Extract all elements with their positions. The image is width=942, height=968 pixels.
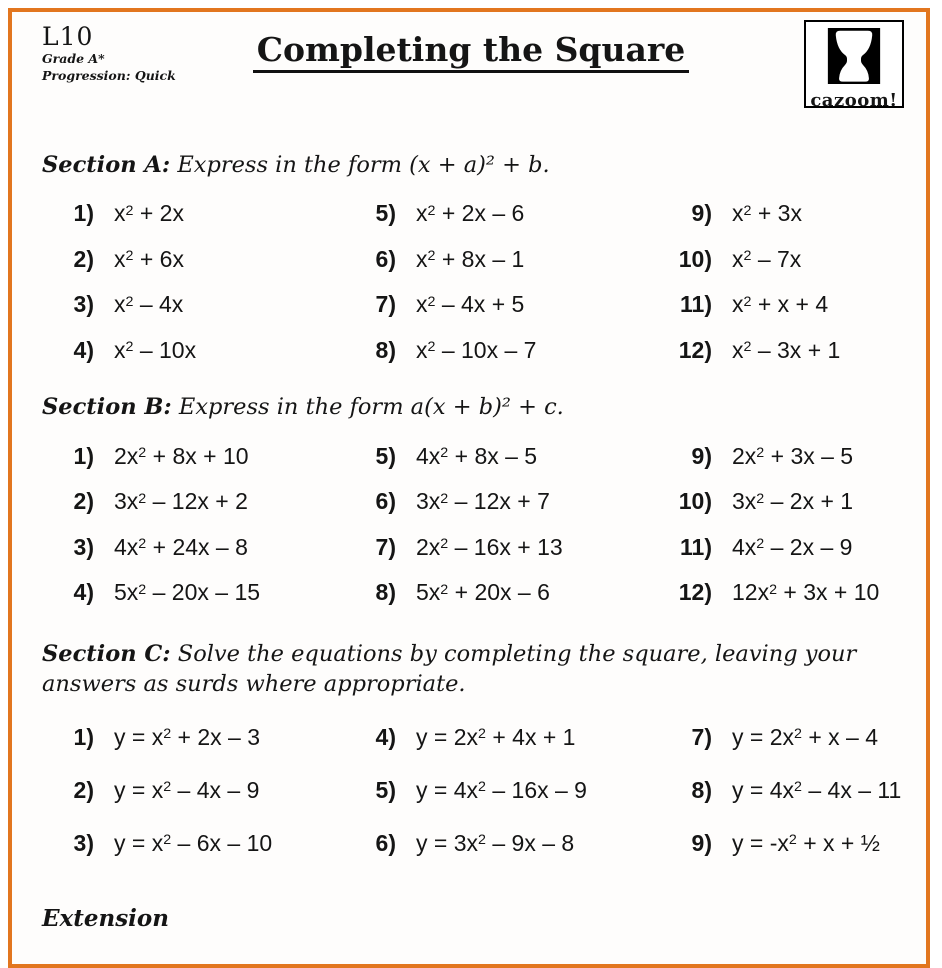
problem xyxy=(46,443,348,489)
problem-expression: $2x^2 - 16x + 13$ xyxy=(416,533,563,560)
problem xyxy=(348,443,664,489)
problem-number: 10) xyxy=(678,488,712,515)
problem xyxy=(664,724,904,777)
problem xyxy=(348,724,664,777)
problem-number: 8) xyxy=(375,579,396,606)
problem-number: 1) xyxy=(73,442,94,469)
problem-number: 12) xyxy=(678,579,712,606)
problem xyxy=(46,337,348,383)
problem-expression: $y = 4x^2 - 4x - 11$ xyxy=(732,776,902,803)
page-title: Completing the Square xyxy=(253,30,690,73)
problem-expression: $x^2 - 10x - 7$ xyxy=(416,336,537,363)
problem-number: 2) xyxy=(73,245,94,272)
problem xyxy=(46,200,348,246)
problem-number: 5) xyxy=(375,776,396,803)
problem-expression: $3x^2 - 12x + 7$ xyxy=(416,488,550,515)
problem-number: 4) xyxy=(375,723,396,750)
problem-expression: $y = 4x^2 - 16x - 9$ xyxy=(416,776,587,803)
problem-number: 3) xyxy=(73,533,94,560)
level-code: L10 xyxy=(42,22,94,51)
problem-expression: $x^2 + 8x - 1$ xyxy=(416,245,525,272)
problem-number: 5) xyxy=(375,200,396,227)
problem-expression: $x^2 - 10x$ xyxy=(114,336,197,363)
problem-expression: $12x^2 + 3x + 10$ xyxy=(732,579,880,606)
problem xyxy=(664,337,904,383)
problem xyxy=(664,200,904,246)
problem xyxy=(664,488,904,534)
section-c-instruction: Solve the equations by completing the square, leaving your answers as surds where appropriate. xyxy=(42,640,857,698)
logo-text: cazoom! xyxy=(810,90,898,111)
problem-number: 6) xyxy=(375,245,396,272)
problem-number: 6) xyxy=(375,829,396,856)
problem-number: 1) xyxy=(73,723,94,750)
problem-expression: $4x^2 + 8x - 5$ xyxy=(416,442,538,469)
problem-expression: $x^2 + x + 4$ xyxy=(732,291,829,318)
problem xyxy=(348,579,664,625)
problem-expression: $4x^2 + 24x - 8$ xyxy=(114,533,248,560)
problem-expression: $y = 3x^2 - 9x - 8$ xyxy=(416,829,575,856)
problem xyxy=(664,579,904,625)
problem xyxy=(664,777,904,830)
problem-expression: $4x^2 - 2x - 9$ xyxy=(732,533,853,560)
problem-number: 3) xyxy=(73,829,94,856)
problem-number: 8) xyxy=(375,336,396,363)
problem xyxy=(664,534,904,580)
section-a-label: Section A: xyxy=(42,152,171,178)
progression-label: Progression: Quick xyxy=(42,67,176,83)
problem-number: 4) xyxy=(73,336,94,363)
problem-expression: $y = x^2 - 6x - 10$ xyxy=(114,829,273,856)
problem-number: 9) xyxy=(691,829,712,856)
problem-number: 11) xyxy=(680,291,712,318)
problem xyxy=(46,830,348,883)
section-c-heading xyxy=(42,639,922,700)
title-wrap xyxy=(38,30,904,73)
problem-expression: $y = -x^2 + x$ + ½ xyxy=(732,829,880,856)
problem-number: 5) xyxy=(375,442,396,469)
problem xyxy=(46,579,348,625)
problem xyxy=(664,830,904,883)
problem-number: 4) xyxy=(73,579,94,606)
section-b-heading xyxy=(42,392,904,422)
problem-number: 9) xyxy=(691,200,712,227)
problem-number: 3) xyxy=(73,291,94,318)
problem-expression: $2x^2 + 3x - 5$ xyxy=(732,442,854,469)
problem-number: 6) xyxy=(375,488,396,515)
problem-expression: $x^2 + 2x - 6$ xyxy=(416,200,525,227)
section-a-problems xyxy=(46,200,904,382)
problem xyxy=(46,488,348,534)
problem xyxy=(46,534,348,580)
problem-number: 1) xyxy=(73,200,94,227)
problem-number: 2) xyxy=(73,776,94,803)
problem-expression: $y = x^2 - 4x - 9$ xyxy=(114,776,260,803)
problem xyxy=(664,246,904,292)
problem xyxy=(348,534,664,580)
problem xyxy=(348,200,664,246)
problem-expression: $3x^2 - 2x + 1$ xyxy=(732,488,854,515)
section-a-instruction: Express in the form (x + a)² + b. xyxy=(177,152,550,178)
section-a-heading xyxy=(42,150,904,180)
problem xyxy=(46,246,348,292)
problem-number: 7) xyxy=(375,533,396,560)
section-c-label: Section C: xyxy=(42,640,171,667)
problem-expression: $5x^2 - 20x - 15$ xyxy=(114,579,261,606)
problem xyxy=(348,291,664,337)
problem-expression: $x^2 - 4x + 5$ xyxy=(416,291,525,318)
problem-expression: $x^2 + 6x$ xyxy=(114,245,184,272)
problem-number: 9) xyxy=(691,442,712,469)
problem-expression: $x^2 - 7x$ xyxy=(732,245,802,272)
problem-number: 8) xyxy=(691,776,712,803)
problem-number: 2) xyxy=(73,488,94,515)
problem xyxy=(348,777,664,830)
extension-heading: Extension xyxy=(42,904,169,932)
problem-expression: $x^2 - 4x$ xyxy=(114,291,184,318)
section-b-problems xyxy=(46,443,904,625)
worksheet-page xyxy=(8,8,930,968)
problem-number: 11) xyxy=(680,533,712,560)
problem xyxy=(348,246,664,292)
problem xyxy=(348,337,664,383)
problem-number: 10) xyxy=(678,245,712,272)
problem-expression: $y = 2x^2 + x - 4$ xyxy=(732,723,879,750)
problem-expression: $x^2 + 2x$ xyxy=(114,200,184,227)
problem xyxy=(46,291,348,337)
problem-expression: $y = 2x^2 + 4x + 1$ xyxy=(416,723,576,750)
problem-expression: $x^2 + 3x$ xyxy=(732,200,802,227)
problem-expression: $3x^2 - 12x + 2$ xyxy=(114,488,248,515)
problem-number: 7) xyxy=(691,723,712,750)
problem-number: 7) xyxy=(375,291,396,318)
worksheet-header xyxy=(38,20,904,124)
problem xyxy=(664,443,904,489)
problem xyxy=(46,777,348,830)
problem-expression: $5x^2 + 20x - 6$ xyxy=(416,579,550,606)
problem-expression: $y = x^2 + 2x - 3$ xyxy=(114,723,261,750)
problem-expression: $x^2 - 3x + 1$ xyxy=(732,336,841,363)
problem-expression: $2x^2 + 8x + 10$ xyxy=(114,442,249,469)
grade-label: Grade A* xyxy=(42,51,105,66)
djembe-drum-icon xyxy=(827,28,881,84)
problem-number: 12) xyxy=(678,336,712,363)
problem xyxy=(664,291,904,337)
section-b-instruction: Express in the form a(x + b)² + c. xyxy=(178,394,564,421)
problem xyxy=(46,724,348,777)
cazoom-logo xyxy=(804,20,904,111)
section-b-label: Section B: xyxy=(42,394,172,421)
problem xyxy=(348,488,664,534)
section-c-problems xyxy=(46,724,904,883)
problem xyxy=(348,830,664,883)
